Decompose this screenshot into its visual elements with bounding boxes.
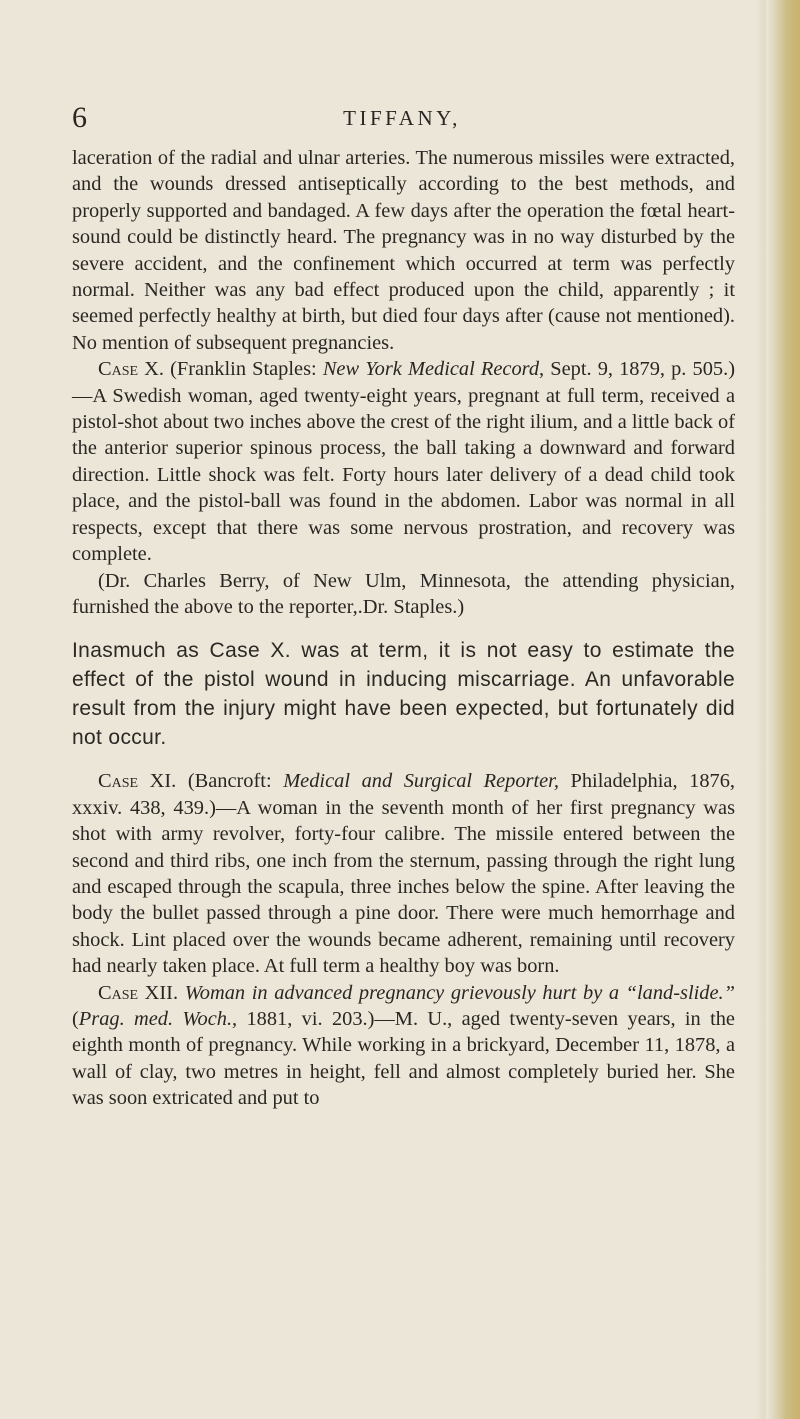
page-edge [766,0,800,1419]
journal-title: Prag. med. Woch., [78,1007,238,1030]
case-text: Philadelphia, 1876, xxxiv. 438, 439.)—A woman in the seventh month of her first pregnancy was shot with army revolver, forty-four calibre. The missile entered between the second and third ribs, one inch from the sternum, passing through the right lung and escaped through the scapula, three inches below the spine. After leaving the body the bullet passed through a pine door. There were much hemorrhage and shock. Lint placed over the wounds became adherent, remaining until recovery had nearly taken place. At full term a healthy boy was born. [72,770,735,978]
paragraph-inasmuch: Inasmuch as Case X. was at term, it is not easy to estimate the effect of the pistol wound in inducing miscarriage. An unfavorable result from the injury might have been expected, but fortunately did not occur. [72,639,735,750]
body-text [72,145,735,1112]
case-label: Case XI. [98,770,177,793]
paragraph-case-xii [72,980,735,1112]
case-text: 1881, vi. 203.)—M. U., aged twenty-seven years, in the eighth month of pregnancy. While working in a brickyard, December 11, 1878, a wall of clay, two metres in height, fell and almost completely buried her. She was soon extricated and put to [72,1007,735,1110]
case-text: Sept. 9, 1879, p. 505.)—A Swedish woman, aged twenty-eight years, pregnant at full term, received a pistol-shot about two inches above the crest of the right ilium, and a little back of the anterior superior spinous process, the ball taking a downward and forward direction. Little shock was felt. Forty hours later delivery of a dead child took place, and the pistol-ball was found in the abdomen. Labor was normal in all respects, except that there was some nervous prostration, and recovery was complete. [72,358,735,566]
page-edge-shadow [756,0,766,1419]
paragraph-case-x [72,356,735,567]
citation-text: ( [72,1007,79,1030]
case-label: Case XII. [98,981,179,1004]
paragraph-attending-physician: (Dr. Charles Berry, of New Ulm, Minnesota, the attending physician, furnished the above to the reporter,.Dr. Staples.) [72,569,735,618]
citation-text: (Franklin Staples: [170,358,323,381]
citation-text: (Bancroft: [187,770,284,793]
running-head: TIFFANY, [343,106,461,130]
paragraph-laceration: laceration of the radial and ulnar arteries. The numerous missiles were extracted, and the wounds dressed antiseptically according to the best methods, and properly supported and bandaged. A few days after the operation the fœtal heart-sound could be distinctly heard. The pregnancy was in no way disturbed by the severe accident, and the confinement which occurred at term was perfectly normal. Neither was any bad effect produced upon the child, apparently ; it seemed perfectly healthy at birth, but died four days after (cause not mentioned). No mention of subsequent pregnancies. [72,147,735,354]
case-label: Case X. [98,358,164,381]
journal-title: Medical and Surgical Reporter, [283,770,559,793]
case-title: Woman in advanced pregnancy grievously hurt by a “land-slide.” [184,981,735,1004]
page-number: 6 [72,101,87,134]
journal-title: New York Medical Record, [322,358,545,381]
page-header [72,98,732,138]
paragraph-case-xi [72,768,735,979]
